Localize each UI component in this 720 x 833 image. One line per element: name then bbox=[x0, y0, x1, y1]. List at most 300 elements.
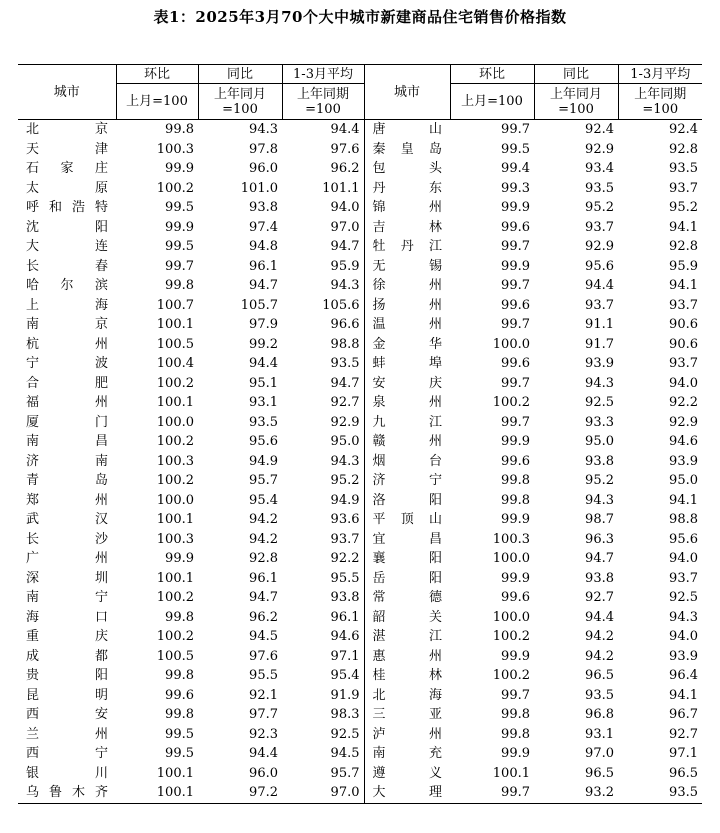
header-yoy-left: 同比 bbox=[198, 65, 282, 84]
avg-cell-right: 94.3 bbox=[669, 609, 698, 625]
yoy-cell-right: 92.4 bbox=[585, 122, 614, 137]
city-cell-left: 青岛 bbox=[26, 473, 108, 488]
yoy-cell-right: 92.7 bbox=[585, 590, 614, 605]
city-cell-right: 九江 bbox=[364, 413, 450, 433]
table-row bbox=[18, 140, 702, 160]
header-mom-base-right: 上月=100 bbox=[450, 84, 534, 120]
city-cell-right: 北海 bbox=[364, 686, 450, 706]
avg-cell-right: 93.9 bbox=[669, 648, 698, 664]
avg-cell-right: 93.5 bbox=[669, 161, 698, 176]
header-mom-base-left: 上月=100 bbox=[116, 84, 198, 120]
mom-cell-left: 100.2 bbox=[156, 629, 194, 644]
city-cell-left: 南京 bbox=[26, 317, 108, 332]
price-index-table bbox=[18, 64, 702, 804]
avg-cell-left: 98.8 bbox=[330, 336, 360, 352]
header-avg-base-right-line2: =100 bbox=[642, 101, 679, 117]
mom-cell-left: 100.5 bbox=[156, 336, 194, 352]
yoy-cell-left: 99.2 bbox=[249, 336, 278, 352]
city-cell-left: 成都 bbox=[26, 648, 108, 664]
avg-cell-right: 97.1 bbox=[669, 746, 698, 761]
mom-cell-right: 99.3 bbox=[501, 180, 530, 196]
avg-cell-right: 93.9 bbox=[669, 453, 698, 469]
avg-cell-left: 93.7 bbox=[330, 531, 360, 547]
mom-cell-left: 100.3 bbox=[156, 141, 194, 157]
mom-cell-right: 99.7 bbox=[501, 122, 530, 137]
header-yoy-base-right-line1: 上年同月 bbox=[549, 86, 602, 102]
avg-cell-left: 92.2 bbox=[330, 551, 360, 566]
avg-cell-left: 92.5 bbox=[330, 726, 360, 742]
yoy-cell-left: 95.4 bbox=[249, 492, 278, 508]
mom-cell-right: 99.9 bbox=[501, 570, 530, 586]
yoy-cell-right: 95.2 bbox=[585, 473, 614, 488]
mom-cell-left: 100.3 bbox=[156, 531, 194, 547]
avg-cell-right: 92.4 bbox=[669, 122, 698, 137]
mom-cell-right: 99.6 bbox=[501, 219, 530, 235]
mom-cell-left: 100.1 bbox=[156, 765, 194, 781]
yoy-cell-right: 94.4 bbox=[585, 609, 614, 625]
avg-cell-left: 95.5 bbox=[330, 570, 360, 586]
yoy-cell-right: 92.9 bbox=[585, 141, 614, 157]
table-row bbox=[18, 491, 702, 511]
city-cell-right: 湛江 bbox=[364, 627, 450, 647]
city-cell-right: 宜昌 bbox=[364, 530, 450, 550]
yoy-cell-right: 93.3 bbox=[585, 414, 614, 430]
city-cell-left: 乌鲁木齐 bbox=[18, 783, 116, 803]
avg-cell-left: 96.1 bbox=[330, 609, 360, 625]
yoy-cell-right: 93.5 bbox=[585, 687, 614, 703]
avg-cell-left: 94.0 bbox=[330, 200, 360, 215]
table-row bbox=[18, 725, 702, 745]
mom-cell-left: 99.7 bbox=[165, 258, 194, 274]
yoy-cell-left: 93.5 bbox=[249, 414, 278, 430]
table-row bbox=[18, 354, 702, 374]
avg-cell-left: 95.2 bbox=[330, 473, 360, 488]
city-cell-left: 兰州 bbox=[26, 726, 108, 742]
header-yoy-base-left-line1: 上年同月 bbox=[213, 86, 266, 102]
avg-cell-left: 98.3 bbox=[330, 707, 360, 722]
avg-cell-left: 101.1 bbox=[322, 180, 360, 196]
header-avg-base-left-line2: =100 bbox=[305, 101, 341, 117]
mom-cell-left: 100.0 bbox=[156, 492, 194, 508]
city-cell-right: 蚌埠 bbox=[364, 354, 450, 374]
yoy-cell-left: 96.1 bbox=[249, 258, 278, 274]
city-cell-left: 哈尔滨 bbox=[26, 278, 108, 293]
city-cell-left: 北京 bbox=[26, 122, 108, 137]
mom-cell-right: 99.8 bbox=[501, 707, 530, 722]
avg-cell-right: 92.8 bbox=[669, 141, 698, 157]
yoy-cell-left: 93.1 bbox=[249, 395, 278, 410]
yoy-cell-left: 97.8 bbox=[249, 141, 278, 157]
table-row bbox=[18, 120, 702, 140]
mom-cell-right: 100.2 bbox=[492, 395, 530, 410]
mom-cell-left: 99.9 bbox=[165, 551, 194, 566]
table-row bbox=[18, 569, 702, 589]
mom-cell-right: 99.8 bbox=[501, 492, 530, 508]
mom-cell-left: 100.2 bbox=[156, 590, 194, 605]
mom-cell-right: 99.6 bbox=[501, 297, 530, 313]
avg-cell-right: 92.2 bbox=[669, 395, 698, 410]
yoy-cell-left: 97.4 bbox=[249, 219, 278, 235]
city-cell-left: 福州 bbox=[26, 395, 108, 410]
yoy-cell-right: 91.7 bbox=[585, 336, 614, 352]
mom-cell-right: 99.6 bbox=[501, 356, 530, 371]
table-row bbox=[18, 276, 702, 296]
header-avg-left: 1-3月平均 bbox=[282, 65, 364, 84]
yoy-cell-left: 94.3 bbox=[249, 122, 278, 137]
yoy-cell-right: 93.5 bbox=[585, 180, 614, 196]
yoy-cell-right: 96.8 bbox=[585, 707, 614, 722]
mom-cell-right: 99.6 bbox=[501, 453, 530, 469]
table-row bbox=[18, 686, 702, 706]
mom-cell-left: 100.2 bbox=[156, 375, 194, 391]
mom-cell-left: 99.8 bbox=[165, 609, 194, 625]
yoy-cell-left: 101.0 bbox=[240, 180, 278, 196]
city-cell-left: 杭州 bbox=[26, 336, 108, 352]
yoy-cell-right: 93.1 bbox=[585, 726, 614, 742]
yoy-cell-right: 93.8 bbox=[585, 453, 614, 469]
table-row bbox=[18, 374, 702, 394]
mom-cell-left: 100.2 bbox=[156, 473, 194, 488]
mom-cell-left: 100.2 bbox=[156, 434, 194, 449]
table-row bbox=[18, 257, 702, 277]
city-cell-right: 包头 bbox=[364, 159, 450, 179]
table-row bbox=[18, 549, 702, 569]
avg-cell-left: 94.3 bbox=[330, 278, 360, 293]
avg-cell-left: 91.9 bbox=[330, 687, 360, 703]
mom-cell-left: 99.8 bbox=[165, 707, 194, 722]
yoy-cell-right: 95.0 bbox=[585, 434, 614, 449]
mom-cell-left: 100.1 bbox=[156, 395, 194, 410]
mom-cell-left: 99.5 bbox=[165, 726, 194, 742]
mom-cell-right: 99.7 bbox=[450, 783, 534, 803]
city-cell-right: 秦皇岛 bbox=[364, 140, 450, 160]
avg-cell-right: 92.5 bbox=[669, 590, 698, 605]
city-cell-right: 大理 bbox=[364, 783, 450, 803]
yoy-cell-left: 94.7 bbox=[249, 590, 278, 605]
city-cell-right: 丹东 bbox=[364, 179, 450, 199]
avg-cell-right: 92.9 bbox=[669, 414, 698, 430]
avg-cell-right: 93.5 bbox=[618, 783, 702, 803]
avg-cell-right: 90.6 bbox=[669, 317, 698, 332]
table-row bbox=[18, 159, 702, 179]
city-cell-left: 昆明 bbox=[26, 687, 108, 703]
mom-cell-right: 99.9 bbox=[501, 746, 530, 761]
header-city-right: 城市 bbox=[364, 65, 450, 120]
yoy-cell-right: 96.5 bbox=[585, 668, 614, 683]
table-row bbox=[18, 179, 702, 199]
mom-cell-right: 99.8 bbox=[501, 726, 530, 742]
avg-cell-right: 90.6 bbox=[669, 336, 698, 352]
table-row bbox=[18, 335, 702, 355]
table-row bbox=[18, 218, 702, 238]
header-yoy-right: 同比 bbox=[534, 65, 618, 84]
yoy-cell-left: 92.1 bbox=[249, 687, 278, 703]
city-cell-right: 泉州 bbox=[364, 393, 450, 413]
yoy-cell-left: 95.6 bbox=[249, 434, 278, 449]
yoy-cell-left: 95.1 bbox=[249, 375, 278, 391]
yoy-cell-left: 96.1 bbox=[249, 570, 278, 586]
yoy-cell-left: 94.4 bbox=[249, 746, 278, 761]
yoy-cell-left: 93.8 bbox=[249, 200, 278, 215]
mom-cell-right: 99.9 bbox=[501, 434, 530, 449]
header-mom-right: 环比 bbox=[450, 65, 534, 84]
table-row bbox=[18, 647, 702, 667]
mom-cell-left: 100.4 bbox=[156, 356, 194, 371]
avg-cell-right: 92.7 bbox=[669, 726, 698, 742]
mom-cell-right: 100.0 bbox=[492, 609, 530, 625]
city-cell-right: 南充 bbox=[364, 744, 450, 764]
avg-cell-left: 97.6 bbox=[330, 141, 360, 157]
header-yoy-base-right-line2: =100 bbox=[558, 101, 594, 117]
avg-cell-right: 94.0 bbox=[669, 551, 698, 566]
table-row bbox=[18, 198, 702, 218]
avg-cell-right: 93.7 bbox=[669, 297, 698, 313]
mom-cell-left: 100.1 bbox=[156, 317, 194, 332]
yoy-cell-left: 94.5 bbox=[249, 629, 278, 644]
table-row bbox=[18, 530, 702, 550]
yoy-cell-left: 94.2 bbox=[249, 512, 278, 527]
table-row bbox=[18, 237, 702, 257]
table-row bbox=[18, 393, 702, 413]
avg-cell-right: 94.6 bbox=[669, 434, 698, 449]
avg-cell-right: 95.6 bbox=[669, 531, 698, 547]
avg-cell-left: 95.7 bbox=[330, 765, 360, 781]
mom-cell-left: 100.7 bbox=[156, 297, 194, 313]
yoy-cell-right: 96.3 bbox=[585, 531, 614, 547]
yoy-cell-left: 96.2 bbox=[249, 609, 278, 625]
mom-cell-left: 100.0 bbox=[156, 414, 194, 430]
mom-cell-right: 99.7 bbox=[501, 239, 530, 254]
mom-cell-left: 100.1 bbox=[156, 512, 194, 527]
city-cell-left: 重庆 bbox=[26, 629, 108, 644]
yoy-cell-left: 96.0 bbox=[249, 765, 278, 781]
avg-cell-left: 94.5 bbox=[330, 746, 360, 761]
mom-cell-right: 100.0 bbox=[492, 336, 530, 352]
avg-cell-left: 92.9 bbox=[330, 414, 360, 430]
avg-cell-right: 93.7 bbox=[669, 180, 698, 196]
mom-cell-right: 99.7 bbox=[501, 687, 530, 703]
avg-cell-left: 93.6 bbox=[330, 512, 360, 527]
city-cell-left: 宁波 bbox=[26, 356, 108, 371]
yoy-cell-right: 94.3 bbox=[585, 375, 614, 391]
yoy-cell-left: 105.7 bbox=[240, 297, 278, 313]
city-cell-right: 无锡 bbox=[364, 257, 450, 277]
city-cell-right: 惠州 bbox=[364, 647, 450, 667]
city-cell-left: 厦门 bbox=[26, 414, 108, 430]
mom-cell-left: 99.5 bbox=[165, 746, 194, 761]
avg-cell-right: 92.8 bbox=[669, 239, 698, 254]
mom-cell-right: 99.7 bbox=[501, 375, 530, 391]
city-cell-right: 锦州 bbox=[364, 198, 450, 218]
avg-cell-right: 93.7 bbox=[669, 356, 698, 371]
city-cell-left: 济南 bbox=[26, 453, 108, 469]
city-cell-right: 济宁 bbox=[364, 471, 450, 491]
table-row bbox=[18, 705, 702, 725]
city-cell-right: 洛阳 bbox=[364, 491, 450, 511]
mom-cell-right: 99.9 bbox=[501, 648, 530, 664]
mom-cell-left: 99.8 bbox=[165, 668, 194, 683]
mom-cell-right: 100.2 bbox=[492, 629, 530, 644]
city-cell-left: 大连 bbox=[26, 239, 108, 254]
header-avg-base-right bbox=[618, 84, 702, 120]
city-cell-right: 徐州 bbox=[364, 276, 450, 296]
city-cell-left: 广州 bbox=[26, 551, 108, 566]
avg-cell-right: 94.1 bbox=[669, 492, 698, 508]
header-mom-left: 环比 bbox=[116, 65, 198, 84]
yoy-cell-right: 93.4 bbox=[585, 161, 614, 176]
city-cell-left: 石家庄 bbox=[26, 161, 108, 176]
yoy-cell-right: 95.2 bbox=[585, 200, 614, 215]
avg-cell-left: 93.5 bbox=[330, 356, 360, 371]
avg-cell-left: 97.0 bbox=[330, 219, 360, 235]
mom-cell-right: 100.2 bbox=[492, 668, 530, 683]
yoy-cell-right: 91.1 bbox=[585, 317, 614, 332]
table-row bbox=[18, 608, 702, 628]
header-avg-base-left-line1: 上年同期 bbox=[296, 86, 349, 102]
header-avg-base-right-line1: 上年同期 bbox=[634, 86, 687, 102]
city-cell-right: 扬州 bbox=[364, 296, 450, 316]
yoy-cell-right: 92.5 bbox=[585, 395, 614, 410]
city-cell-left: 长沙 bbox=[26, 531, 108, 547]
yoy-cell-right: 95.6 bbox=[585, 258, 614, 274]
city-cell-right: 烟台 bbox=[364, 452, 450, 472]
avg-cell-left: 93.8 bbox=[330, 590, 360, 605]
table-row bbox=[18, 764, 702, 784]
yoy-cell-right: 93.7 bbox=[585, 297, 614, 313]
mom-cell-left: 100.2 bbox=[156, 180, 194, 196]
avg-cell-left: 105.6 bbox=[322, 297, 360, 313]
yoy-cell-left: 97.2 bbox=[198, 783, 282, 803]
mom-cell-left: 99.8 bbox=[165, 122, 194, 137]
table-row bbox=[18, 413, 702, 433]
mom-cell-right: 99.9 bbox=[501, 258, 530, 274]
city-cell-right: 吉林 bbox=[364, 218, 450, 238]
mom-cell-right: 100.3 bbox=[492, 531, 530, 547]
table-row bbox=[18, 744, 702, 764]
mom-cell-left: 100.1 bbox=[116, 783, 198, 803]
avg-cell-right: 94.0 bbox=[669, 375, 698, 391]
mom-cell-right: 99.8 bbox=[501, 473, 530, 488]
header-yoy-base-left bbox=[198, 84, 282, 120]
city-cell-left: 西安 bbox=[26, 707, 108, 722]
avg-cell-right: 93.7 bbox=[669, 570, 698, 586]
header-avg-base-left bbox=[282, 84, 364, 120]
avg-cell-left: 97.0 bbox=[282, 783, 364, 803]
table-row bbox=[18, 627, 702, 647]
avg-cell-right: 95.9 bbox=[669, 258, 698, 274]
table-title: 表1：2025年3月70个大中城市新建商品住宅销售价格指数 bbox=[153, 8, 567, 26]
yoy-cell-right: 94.3 bbox=[585, 492, 614, 508]
table-row bbox=[18, 510, 702, 530]
table-row bbox=[18, 315, 702, 335]
city-cell-left: 西宁 bbox=[26, 746, 108, 761]
city-cell-right: 唐山 bbox=[364, 120, 450, 140]
yoy-cell-right: 93.7 bbox=[585, 219, 614, 235]
city-cell-left: 呼和浩特 bbox=[26, 200, 108, 215]
yoy-cell-left: 94.9 bbox=[249, 453, 278, 469]
mom-cell-right: 99.9 bbox=[501, 200, 530, 215]
yoy-cell-left: 94.4 bbox=[249, 356, 278, 371]
yoy-cell-right: 92.9 bbox=[585, 239, 614, 254]
yoy-cell-right: 94.2 bbox=[585, 629, 614, 644]
city-cell-left: 上海 bbox=[26, 297, 108, 313]
mom-cell-left: 99.9 bbox=[165, 161, 194, 176]
city-cell-left: 天津 bbox=[26, 141, 108, 157]
city-cell-right: 温州 bbox=[364, 315, 450, 335]
mom-cell-left: 99.9 bbox=[165, 219, 194, 235]
city-cell-right: 常德 bbox=[364, 588, 450, 608]
avg-cell-right: 94.1 bbox=[669, 687, 698, 703]
yoy-cell-right: 93.2 bbox=[534, 783, 618, 803]
city-cell-right: 赣州 bbox=[364, 432, 450, 452]
city-cell-left: 合肥 bbox=[26, 375, 108, 391]
yoy-cell-right: 93.8 bbox=[585, 570, 614, 586]
city-cell-right: 遵义 bbox=[364, 764, 450, 784]
avg-cell-right: 96.7 bbox=[669, 707, 698, 722]
avg-cell-left: 96.2 bbox=[330, 161, 360, 176]
mom-cell-left: 99.6 bbox=[165, 687, 194, 703]
table-body bbox=[18, 120, 702, 804]
table-row bbox=[18, 471, 702, 491]
table-row bbox=[18, 783, 702, 803]
yoy-cell-left: 97.7 bbox=[249, 707, 278, 722]
yoy-cell-left: 94.8 bbox=[249, 239, 278, 254]
yoy-cell-right: 94.2 bbox=[585, 648, 614, 664]
avg-cell-left: 96.6 bbox=[330, 317, 360, 332]
avg-cell-right: 96.5 bbox=[669, 765, 698, 781]
city-cell-right: 岳阳 bbox=[364, 569, 450, 589]
avg-cell-left: 95.0 bbox=[330, 434, 360, 449]
mom-cell-right: 99.6 bbox=[501, 590, 530, 605]
avg-cell-right: 94.1 bbox=[669, 278, 698, 293]
city-cell-left: 沈阳 bbox=[26, 219, 108, 235]
city-cell-left: 太原 bbox=[26, 180, 108, 196]
avg-cell-left: 94.6 bbox=[330, 629, 360, 644]
city-cell-right: 桂林 bbox=[364, 666, 450, 686]
city-cell-left: 南昌 bbox=[26, 434, 108, 449]
yoy-cell-left: 96.0 bbox=[249, 161, 278, 176]
city-cell-right: 平顶山 bbox=[364, 510, 450, 530]
avg-cell-right: 95.0 bbox=[669, 473, 698, 488]
header-avg-right: 1-3月平均 bbox=[618, 65, 702, 84]
mom-cell-right: 100.0 bbox=[492, 551, 530, 566]
city-cell-left: 贵阳 bbox=[26, 668, 108, 683]
avg-cell-right: 95.2 bbox=[669, 200, 698, 215]
city-cell-left: 海口 bbox=[26, 609, 108, 625]
yoy-cell-right: 98.7 bbox=[585, 512, 614, 527]
mom-cell-right: 99.4 bbox=[501, 161, 530, 176]
yoy-cell-right: 96.5 bbox=[585, 765, 614, 781]
city-cell-left: 南宁 bbox=[26, 590, 108, 605]
header-yoy-base-left-line2: =100 bbox=[222, 101, 258, 117]
city-cell-right: 牡丹江 bbox=[364, 237, 450, 257]
yoy-cell-right: 94.7 bbox=[585, 551, 614, 566]
avg-cell-left: 95.4 bbox=[330, 668, 360, 683]
avg-cell-left: 94.7 bbox=[330, 239, 360, 254]
avg-cell-left: 95.9 bbox=[330, 258, 360, 274]
avg-cell-right: 94.0 bbox=[669, 629, 698, 644]
yoy-cell-left: 94.2 bbox=[249, 531, 278, 547]
mom-cell-right: 99.7 bbox=[501, 317, 530, 332]
yoy-cell-left: 97.9 bbox=[249, 317, 278, 332]
avg-cell-left: 97.1 bbox=[330, 648, 360, 664]
mom-cell-right: 99.7 bbox=[501, 278, 530, 293]
city-cell-left: 武汉 bbox=[26, 512, 108, 527]
table-row bbox=[18, 452, 702, 472]
yoy-cell-right: 94.4 bbox=[585, 278, 614, 293]
city-cell-left: 银川 bbox=[26, 765, 108, 781]
mom-cell-left: 99.5 bbox=[165, 200, 194, 215]
